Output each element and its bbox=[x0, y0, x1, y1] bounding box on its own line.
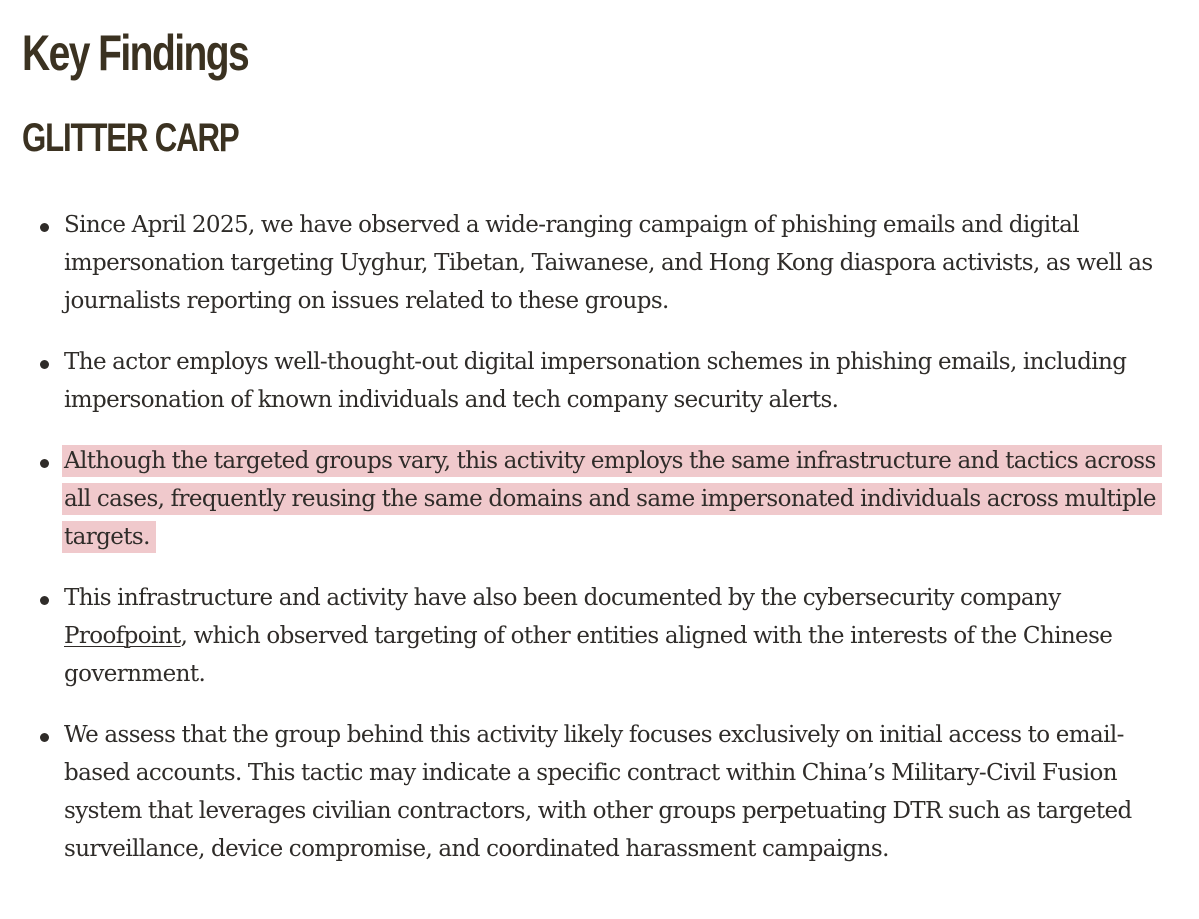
finding-text: The actor employs well-thought-out digital impersonation schemes in phishing emails, including impersonation of known individuals and tech company security alerts. bbox=[64, 349, 1127, 413]
key-findings-list bbox=[22, 206, 1182, 868]
bullet-icon bbox=[40, 733, 49, 742]
proofpoint-link[interactable]: Proofpoint bbox=[64, 623, 181, 649]
finding-item bbox=[22, 579, 1182, 693]
bullet-icon bbox=[40, 223, 49, 232]
finding-item bbox=[22, 716, 1182, 868]
section-subtitle: GLITTER CARP bbox=[22, 116, 239, 160]
finding-text: We assess that the group behind this activity likely focuses exclusively on initial access to email-based accounts. This tactic may indicate a specific contract within China’s Military-Civil Fusion system that leverages civilian contractors, with other groups perpetuating DTR such as targeted surveillance, device compromise, and coordinated harassment campaigns. bbox=[64, 722, 1132, 862]
finding-text-after-link: , which observed targeting of other entities aligned with the interests of the Chinese government. bbox=[64, 623, 1113, 687]
bullet-icon bbox=[40, 459, 49, 468]
bullet-icon bbox=[40, 596, 49, 605]
finding-item-highlighted bbox=[22, 442, 1182, 556]
finding-text: Since April 2025, we have observed a wide-ranging campaign of phishing emails and digital impersonation targeting Uyghur, Tibetan, Taiwanese, and Hong Kong diaspora activists, as well as journalists reporting on issues related to these groups. bbox=[64, 212, 1153, 314]
finding-item bbox=[22, 206, 1182, 320]
page-title: Key Findings bbox=[22, 25, 249, 81]
finding-text-before-link: This infrastructure and activity have also been documented by the cybersecurity company bbox=[64, 585, 1061, 611]
finding-item bbox=[22, 343, 1182, 419]
highlighted-finding-text[interactable]: Although the targeted groups vary, this activity employs the same infrastructure and tactics across all cases, frequently reusing the same domains and same impersonated individuals across multiple targets. bbox=[62, 445, 1162, 553]
article-section bbox=[22, 22, 1182, 891]
bullet-icon bbox=[40, 360, 49, 369]
